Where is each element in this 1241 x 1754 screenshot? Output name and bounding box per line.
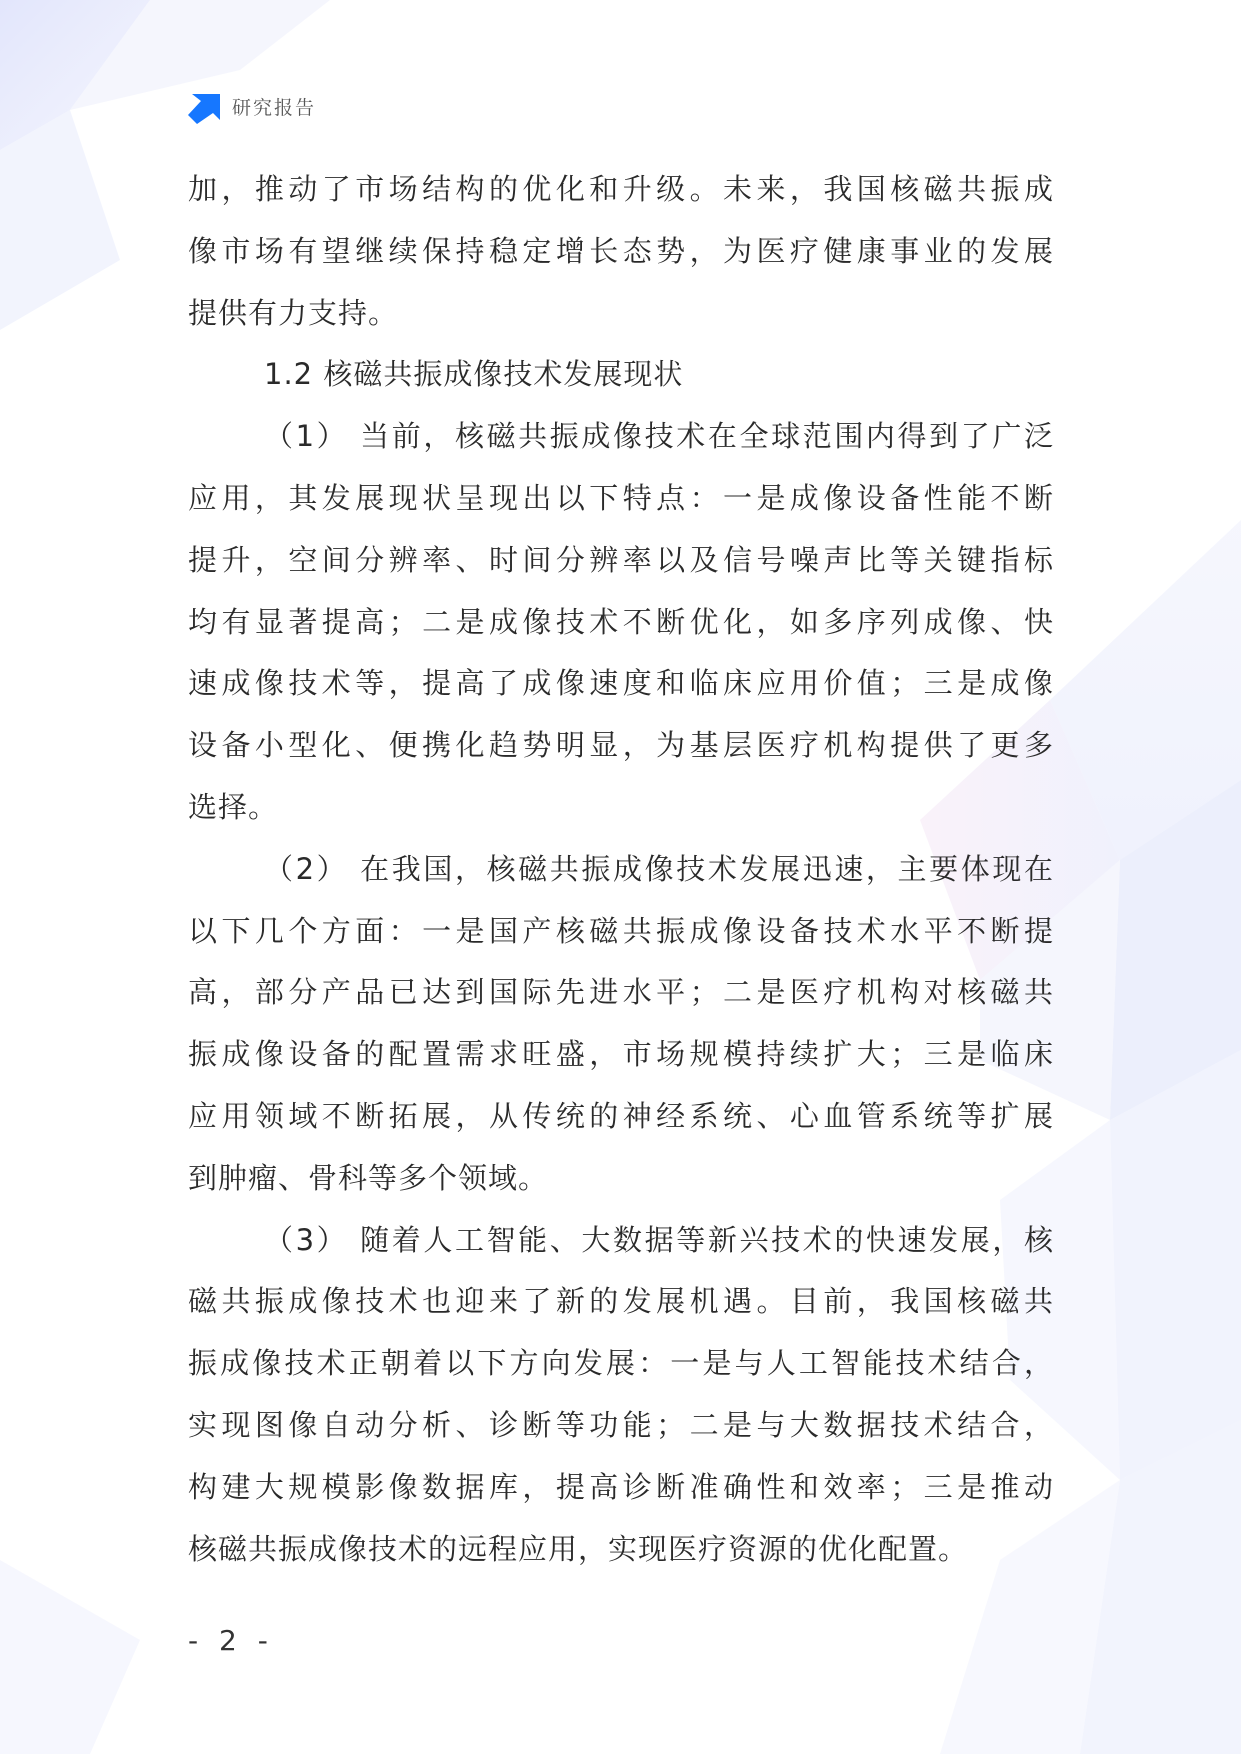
text-line: （3） 随着人工智能、大数据等新兴技术的快速发展，核 (264, 1222, 1054, 1257)
text-line: 像市场有望继续保持稳定增长态势，为医疗健康事业的发展 (188, 233, 1054, 268)
text-line: （1） 当前，核磁共振成像技术在全球范围内得到了广泛 (264, 419, 1054, 454)
text-line: 到肿瘤、骨科等多个领域。 (188, 1160, 549, 1195)
text-line: 以下几个方面：一是国产核磁共振成像设备技术水平不断提 (188, 913, 1054, 948)
text-line: 加，推动了市场结构的优化和升级。未来，我国核磁共振成 (188, 172, 1054, 206)
text-line: 设备小型化、便携化趋势明显，为基层医疗机构提供了更多 (188, 728, 1054, 763)
text-line: 提供有力支持。 (188, 295, 399, 330)
page-number: - 2 - (188, 1624, 274, 1657)
text-line: 振成像技术正朝着以下方向发展：一是与人工智能技术结合， (188, 1346, 1054, 1381)
text-line: 实现图像自动分析、诊断等功能；二是与大数据技术结合， (188, 1407, 1054, 1442)
header-title: 研究报告 (232, 96, 317, 119)
document-body (188, 159, 1054, 1580)
text-line: （2） 在我国，核磁共振成像技术发展迅速，主要体现在 (264, 851, 1054, 886)
text-line: 选择。 (188, 789, 279, 824)
text-line: 提升，空间分辨率、时间分辨率以及信号噪声比等关键指标 (188, 542, 1054, 577)
text-line: 核磁共振成像技术的远程应用，实现医疗资源的优化配置。 (188, 1531, 969, 1566)
arrow-up-right-icon (186, 88, 222, 124)
text-line: 高，部分产品已达到国际先进水平；二是医疗机构对核磁共 (188, 975, 1054, 1010)
text-line: 应用，其发展现状呈现出以下特点：一是成像设备性能不断 (188, 480, 1054, 515)
text-line: 磁共振成像技术也迎来了新的发展机遇。目前，我国核磁共 (188, 1284, 1054, 1319)
text-line: 速成像技术等，提高了成像速度和临床应用价值；三是成像 (188, 666, 1054, 701)
text-line: 振成像设备的配置需求旺盛，市场规模持续扩大；三是临床 (188, 1037, 1054, 1072)
report-header (186, 88, 316, 124)
text-line: 均有显著提高；二是成像技术不断优化，如多序列成像、快 (188, 604, 1054, 639)
text-line: 构建大规模影像数据库，提高诊断准确性和效率；三是推动 (188, 1469, 1054, 1504)
text-line: 应用领域不断拓展，从传统的神经系统、心血管系统等扩展 (188, 1098, 1054, 1133)
section-heading: 1.2 核磁共振成像技术发展现状 (264, 357, 684, 392)
